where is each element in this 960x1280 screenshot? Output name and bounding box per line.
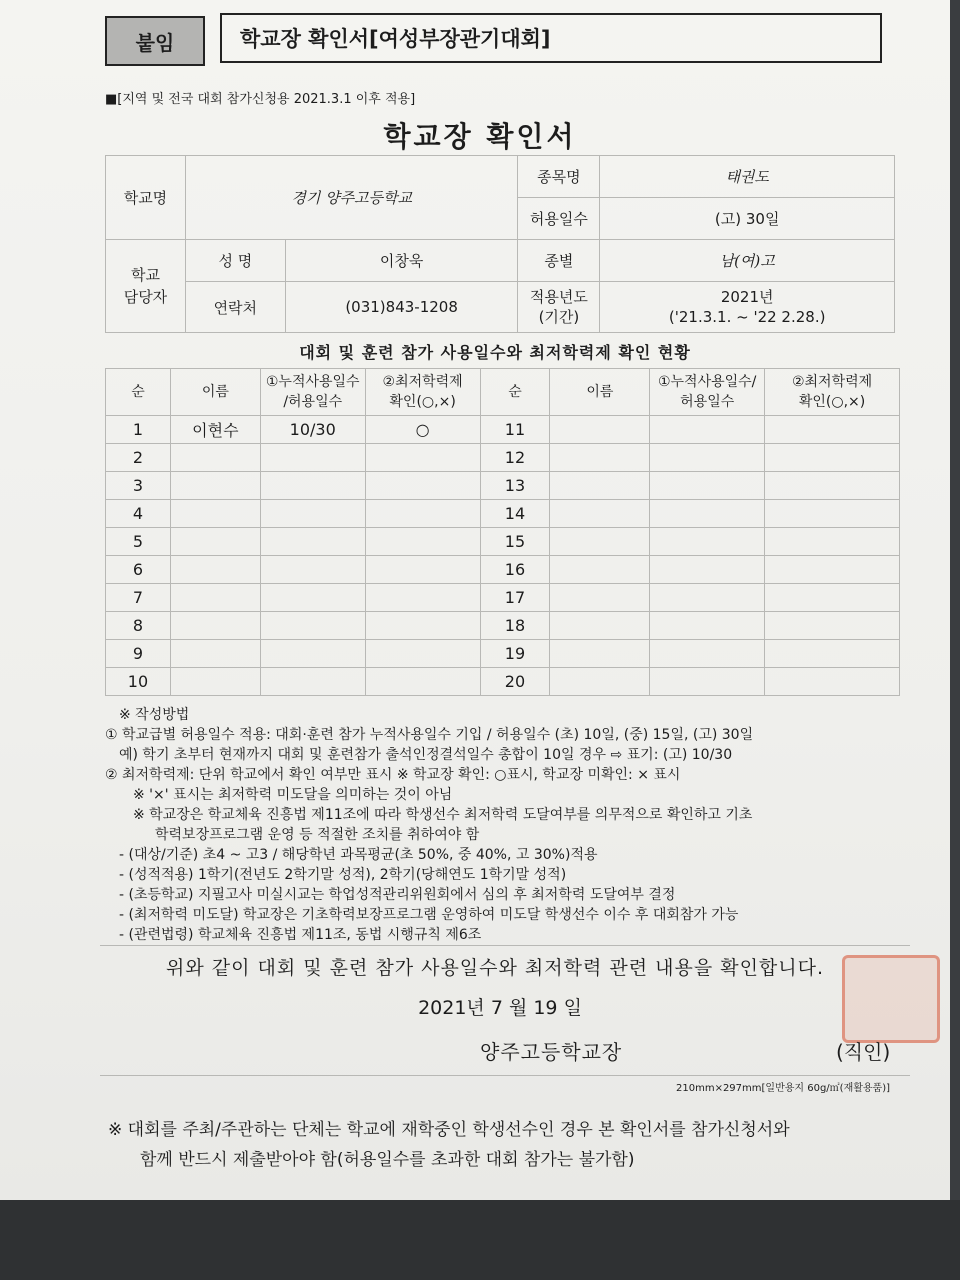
cell-check-l: ○ bbox=[365, 416, 480, 444]
col-name-left: 이름 bbox=[170, 369, 260, 416]
col-check-right: ②최저학력제 확인(○,×) bbox=[765, 369, 900, 416]
roster-header bbox=[106, 369, 900, 416]
attachment-badge: 붙임 bbox=[105, 16, 205, 66]
roster-table bbox=[105, 368, 900, 696]
cell-days-r bbox=[650, 612, 765, 640]
official-seal-stamp bbox=[842, 955, 940, 1043]
cell-no-r: 20 bbox=[480, 668, 550, 696]
name-value: 이창욱 bbox=[285, 240, 518, 282]
cell-days-l bbox=[260, 584, 365, 612]
cell-check-l bbox=[365, 500, 480, 528]
cell-no-l: 5 bbox=[106, 528, 171, 556]
cell-check-r bbox=[765, 584, 900, 612]
cell-name-r bbox=[550, 640, 650, 668]
cell-days-r bbox=[650, 472, 765, 500]
cell-name-l bbox=[170, 556, 260, 584]
cell-no-r: 13 bbox=[480, 472, 550, 500]
table-row bbox=[106, 612, 900, 640]
cell-check-l bbox=[365, 640, 480, 668]
cell-name-r bbox=[550, 444, 650, 472]
cell-check-r bbox=[765, 416, 900, 444]
cell-days-l bbox=[260, 472, 365, 500]
cell-check-r bbox=[765, 556, 900, 584]
col-days-right: ①누적사용일수/ 허용일수 bbox=[650, 369, 765, 416]
cell-check-r bbox=[765, 528, 900, 556]
cell-name-r bbox=[550, 584, 650, 612]
cell-no-l: 6 bbox=[106, 556, 171, 584]
cell-no-r: 19 bbox=[480, 640, 550, 668]
cell-name-r bbox=[550, 556, 650, 584]
cell-name-l bbox=[170, 444, 260, 472]
cell-days-l: 10/30 bbox=[260, 416, 365, 444]
cell-days-l bbox=[260, 640, 365, 668]
event-value: 태권도 bbox=[600, 156, 895, 198]
principal-title: 양주고등학교장 bbox=[480, 1040, 623, 1064]
section-title: 대회 및 훈련 참가 사용일수와 최저학력제 확인 현황 bbox=[299, 343, 691, 362]
cell-no-l: 4 bbox=[106, 500, 171, 528]
table-row bbox=[106, 584, 900, 612]
event-label: 종목명 bbox=[518, 156, 600, 198]
manager-label: 학교 담당자 bbox=[106, 240, 186, 333]
note-target: - (대상/기준) 초4 ~ 고3 / 해당학년 과목평균(초 50%, 중 40%, 고 30%)적용 bbox=[119, 847, 598, 863]
note-principal-duty-cont: 학력보장프로그램 운영 등 적절한 조치를 취하여야 함 bbox=[155, 827, 480, 843]
table-row bbox=[106, 472, 900, 500]
cell-check-r bbox=[765, 668, 900, 696]
cell-check-l bbox=[365, 584, 480, 612]
writing-instructions bbox=[105, 705, 915, 945]
note-example: 예) 학기 초부터 현재까지 대회 및 훈련참가 출석인정결석일수 총합이 10일 경우 ⇨ 표기: (고) 10/30 bbox=[119, 747, 733, 763]
cell-days-l bbox=[260, 668, 365, 696]
allowed-days-label: 허용일수 bbox=[518, 198, 600, 240]
table-row bbox=[106, 668, 900, 696]
allowed-days-value: (고) 30일 bbox=[600, 198, 895, 240]
cell-no-r: 18 bbox=[480, 612, 550, 640]
divider bbox=[100, 945, 910, 946]
cell-no-l: 9 bbox=[106, 640, 171, 668]
cell-days-r bbox=[650, 584, 765, 612]
cell-check-l bbox=[365, 472, 480, 500]
cell-days-l bbox=[260, 612, 365, 640]
submission-note bbox=[108, 1115, 790, 1175]
table-row bbox=[106, 528, 900, 556]
school-value: 경기 양주고등학교 bbox=[185, 156, 518, 240]
cell-name-l bbox=[170, 640, 260, 668]
cell-name-l: 이현수 bbox=[170, 416, 260, 444]
cell-check-r bbox=[765, 472, 900, 500]
cell-check-r bbox=[765, 500, 900, 528]
cell-check-r bbox=[765, 640, 900, 668]
note-grade-apply: - (성적적용) 1학기(전년도 2학기말 성적), 2학기(당해연도 1학기말 성적) bbox=[119, 867, 567, 883]
document-heading: 학교장 확인서[여성부장관기대회] bbox=[220, 13, 882, 63]
table-row bbox=[106, 500, 900, 528]
note-allowed-days: ① 학교급별 허용일수 적용: 대회·훈련 참가 누적사용일수 기입 / 허용일수 (초) 10일, (중) 15일, (고) 30일 bbox=[105, 727, 754, 743]
col-check-left: ②최저학력제 확인(○,×) bbox=[365, 369, 480, 416]
cell-days-l bbox=[260, 528, 365, 556]
col-no-right: 순 bbox=[480, 369, 550, 416]
contact-label: 연락처 bbox=[185, 282, 285, 333]
table-row bbox=[106, 556, 900, 584]
year-label: 적용년도 (기간) bbox=[518, 282, 600, 333]
contact-value: (031)843-1208 bbox=[285, 282, 518, 333]
cell-check-r bbox=[765, 612, 900, 640]
page-title: 학교장 확인서 bbox=[383, 120, 577, 153]
divider-bottom bbox=[100, 1075, 910, 1076]
cell-no-l: 3 bbox=[106, 472, 171, 500]
cell-name-r bbox=[550, 612, 650, 640]
cell-days-r bbox=[650, 556, 765, 584]
name-label: 성 명 bbox=[185, 240, 285, 282]
signing-date: 2021년 7 월 19 일 bbox=[418, 997, 582, 1019]
table-row bbox=[106, 640, 900, 668]
cell-days-l bbox=[260, 444, 365, 472]
cell-name-r bbox=[550, 472, 650, 500]
paper-spec: 210mm×297mm[일반용지 60g/㎡(재활용품)] bbox=[676, 1083, 891, 1094]
cell-days-r bbox=[650, 444, 765, 472]
cell-name-l bbox=[170, 500, 260, 528]
school-label: 학교명 bbox=[106, 156, 186, 240]
note-law: - (관련법령) 학교체육 진흥법 제11조, 동법 시행규칙 제6조 bbox=[119, 927, 482, 943]
cell-no-l: 1 bbox=[106, 416, 171, 444]
cell-no-r: 11 bbox=[480, 416, 550, 444]
cell-days-r bbox=[650, 640, 765, 668]
note-principal-duty: ※ 학교장은 학교체육 진흥법 제11조에 따라 학생선수 최저학력 도달여부를 의무적으로 확인하고 기초 bbox=[133, 807, 753, 823]
cell-check-l bbox=[365, 668, 480, 696]
cell-check-l bbox=[365, 556, 480, 584]
confirmation-statement: 위와 같이 대회 및 훈련 참가 사용일수와 최저학력 관련 내용을 확인합니다. bbox=[165, 957, 825, 979]
seal-label: (직인) bbox=[836, 1040, 891, 1064]
cell-name-l bbox=[170, 472, 260, 500]
cell-no-r: 17 bbox=[480, 584, 550, 612]
cell-days-r bbox=[650, 500, 765, 528]
col-name-right: 이름 bbox=[550, 369, 650, 416]
cell-name-l bbox=[170, 584, 260, 612]
cell-name-r bbox=[550, 416, 650, 444]
cell-no-r: 12 bbox=[480, 444, 550, 472]
cell-name-r bbox=[550, 528, 650, 556]
cell-no-l: 8 bbox=[106, 612, 171, 640]
desk-background bbox=[0, 1200, 960, 1280]
note-elementary: - (초등학교) 지필고사 미실시교는 학업성적관리위원회에서 심의 후 최저학력 도달여부 결정 bbox=[119, 887, 676, 903]
table-row bbox=[106, 444, 900, 472]
cell-no-l: 7 bbox=[106, 584, 171, 612]
cell-check-l bbox=[365, 612, 480, 640]
cell-name-l bbox=[170, 612, 260, 640]
cell-check-l bbox=[365, 528, 480, 556]
footer-line-1: ※ 대회를 주최/주관하는 단체는 학교에 재학중인 학생선수인 경우 본 확인서를 참가신청서와 bbox=[108, 1120, 790, 1140]
note-min-academic: ② 최저학력제: 단위 학교에서 확인 여부만 표시 ※ 학교장 확인: ○표시, 학교장 미확인: × 표시 bbox=[105, 767, 681, 783]
school-info-table bbox=[105, 155, 895, 333]
gender-label: 종별 bbox=[518, 240, 600, 282]
cell-name-l bbox=[170, 528, 260, 556]
cell-no-l: 10 bbox=[106, 668, 171, 696]
col-days-left: ①누적사용일수 /허용일수 bbox=[260, 369, 365, 416]
cell-no-l: 2 bbox=[106, 444, 171, 472]
note-not-reached: - (최저학력 미도달) 학교장은 기초학력보장프로그램 운영하여 미도달 학생선수 이수 후 대회참가 가능 bbox=[119, 907, 739, 923]
year-value: 2021년 ('21.3.1. ~ '22 2.28.) bbox=[600, 282, 895, 333]
cell-no-r: 16 bbox=[480, 556, 550, 584]
usage-note: ■[지역 및 전국 대회 참가신청용 2021.3.1 이후 적용] bbox=[105, 92, 416, 107]
gender-value: 남(여)고 bbox=[600, 240, 895, 282]
notes-heading: ※ 작성방법 bbox=[119, 707, 190, 723]
cell-name-r bbox=[550, 500, 650, 528]
col-no-left: 순 bbox=[106, 369, 171, 416]
cell-no-r: 14 bbox=[480, 500, 550, 528]
cell-days-r bbox=[650, 528, 765, 556]
cell-days-l bbox=[260, 500, 365, 528]
cell-name-r bbox=[550, 668, 650, 696]
footer-line-2: 함께 반드시 제출받아야 함(허용일수를 초과한 대회 참가는 불가함) bbox=[140, 1150, 635, 1170]
cell-no-r: 15 bbox=[480, 528, 550, 556]
cell-check-l bbox=[365, 444, 480, 472]
note-x-meaning: ※ '×' 표시는 최저학력 미도달을 의미하는 것이 아님 bbox=[133, 787, 453, 803]
cell-name-l bbox=[170, 668, 260, 696]
table-row bbox=[106, 416, 900, 444]
cell-days-r bbox=[650, 416, 765, 444]
cell-check-r bbox=[765, 444, 900, 472]
cell-days-r bbox=[650, 668, 765, 696]
cell-days-l bbox=[260, 556, 365, 584]
